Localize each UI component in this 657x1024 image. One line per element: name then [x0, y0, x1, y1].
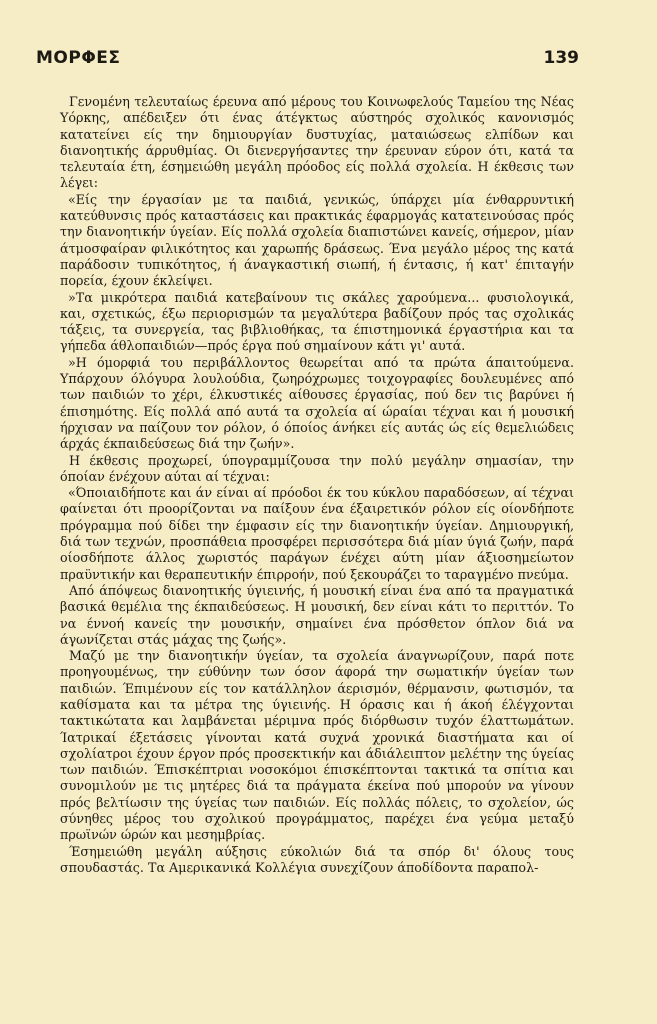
page-number: 139 [543, 48, 579, 68]
quote-paragraph: »Η όμορφιά του περιβάλλοντος θεωρείται από τα πρώτα άπαιτούμενα. Υπάρχουν όλόγυρα λουλούδια, ζωηρόχρωμες τοιχογραφίες δουλευμένες από των παιδιών το χέρι, έλκυστικές αίθουσες έργασίας, πού δεν τις βαρύνει ή έπισημότης. Είς πολλά από αυτά τα σχολεία αί ώραίαι τέχναι και ή μουσική ήρχισαν να παίζουν τον ρόλον, ό όποίος άνήκει είς αυτάς ώς είς θεμελιώδεις άρχάς έκπαιδεύσεως διά την ζωήν». [60, 354, 574, 452]
paragraph: Έσημειώθη μεγάλη αύξησις εύκολιών διά τα σπόρ δι' όλους τους σπουδαστάς. Τα Αμερικανικά Κολλέγια συνεχίζουν άποδίδοντα παραπολ- [60, 843, 574, 875]
running-title: ΜΟΡΦΕΣ [36, 48, 121, 68]
quote-paragraph: «Είς την έργασίαν με τα παιδιά, γενικώς, ύπάρχει μία ένθαρρυντική κατεύθυνσις πρός καταστάσεις και πρακτικάς έφαρμογάς κατατεινούσας πρός την διανοητικήν ύγείαν. Είς πολλά σχολεία διαπιστώνει κανείς, σήμερον, μίαν άτμοσφαίραν φιλικότητος και χαρωπής δράσεως. Ένα μεγάλο μέρος της κατά παράδοσιν τυπικότητος, ή άναγκαστική σιωπή, ή έντασις, ή κατ' έπιταγήν πορεία, έχουν έκλείψει. [60, 191, 574, 289]
quote-paragraph: »Τα μικρότερα παιδιά κατεβαίνουν τις σκάλες χαρούμενα... φυσιολογικά, και, σχετικώς, έξω περιορισμών τα μεγαλύτερα βαδίζουν πρός τας σχολικάς τάξεις, τα συνεργεία, τας βιβλιοθήκας, τα έπιστημονικά έργαστήρια και τα γήπεδα άθλοπαιδιών—πρός έργα πού σημαίνουν κάτι γι' αυτά. [60, 289, 574, 354]
paragraph: Από άπόψεως διανοητικής ύγιεινής, ή μουσική είναι ένα από τα πραγματικά βασικά θεμέλια της έκπαιδεύσεως. Η μουσική, δεν είναι κάτι το περιττόν. Το να έννοή κανείς την μουσικήν, σημαίνει ένα πρόσθετον όπλον διά να άγωνίζεται στάς μάχας της ζωής». [60, 582, 574, 647]
page-header [36, 48, 579, 74]
paragraph: Γενομένη τελευταίως έρευνα από μέρους του Κοινωφελούς Ταμείου της Νέας Υόρκης, απέδειξεν ότι ένας άτέγκτως αύστηρός σχολικός κανονισμός κατατείνει είς την δημιουργίαν δυστυχίας, ματαιώσεως ελπίδων και διανοητικής άρρυθμίας. Οι διενεργήσαντες την έρευναν εύρον ότι, κατά τα τελευταία έτη, έσημειώθη μεγάλη πρόοδος είς πολλά σχολεία. Η έκθεσις των λέγει: [60, 94, 574, 191]
body-text [60, 94, 574, 876]
paragraph: Η έκθεσις προχωρεί, ύπογραμμίζουσα την πολύ μεγάλην σημασίαν, την όποίαν ένέχουν αύται αί τέχναι: [60, 452, 574, 484]
quote-paragraph: «Όποιαιδήποτε και άν είναι αί πρόοδοι έκ του κύκλου παραδόσεων, αί τέχναι φαίνεται ότι προορίζονται να παίξουν ένα έξαιρετικόν ρόλον είς οίονδήποτε πρόγραμμα πού δίδει την έμφασιν είς την διανοητικήν ύγείαν. Δημιουργική, διά των τεχνών, προσπάθεια προσφέρει περισσότερα διά μίαν ύγιά ζωήν, παρά οίοσδήποτε άλλος χωριστός παράγων ένέχει αύτη μίαν άξιοσημείωτον πραϋντικήν και θεραπευτικήν έπιρροήν, πού ξεκουράζει το ταραγμένο πνεύμα. [60, 485, 574, 582]
paragraph: Μαζύ με την διανοητικήν ύγείαν, τα σχολεία άναγνωρίζουν, παρά ποτε προηγουμένως, την εύθύνην των όσον άφορά την σωματικήν ύγείαν των παιδιών. Έπιμένουν είς τον κατάλληλον άερισμόν, θέρμανσιν, φωτισμόν, τα καθίσματα και τα μέτρα της ύγιεινής. Η όρασις και ή άκοή έλέγχονται τακτικώτατα και λαμβάνεται μέριμνα πρός διόρθωσιν τυχόν έλαττωμάτων. Ίατρικαί έξετάσεις γίνονται κατά συχνά χρονικά διαστήματα και οί σχολίατροι έχουν έργον πρός προσεκτικήν και άδιάλειπτον μελέτην της ύγείας των παιδιών. Έπισκέπτριαι νοσοκόμοι έπισκέπτονται τακτικά τα σπίτια και συνομιλούν με τις μητέρες διά τα πράγματα έκείνα πού μπορούν να γίνουν πρός βελτίωσιν της ύγείας των παιδιών. Είς πολλάς πόλεις, το σχολείον, ώς σύνηθες μέρος του σχολικού προγράμματος, παρέχει ένα γεύμα μεταξύ πρωϊνών ώρών και μεσημβρίας. [60, 648, 574, 843]
